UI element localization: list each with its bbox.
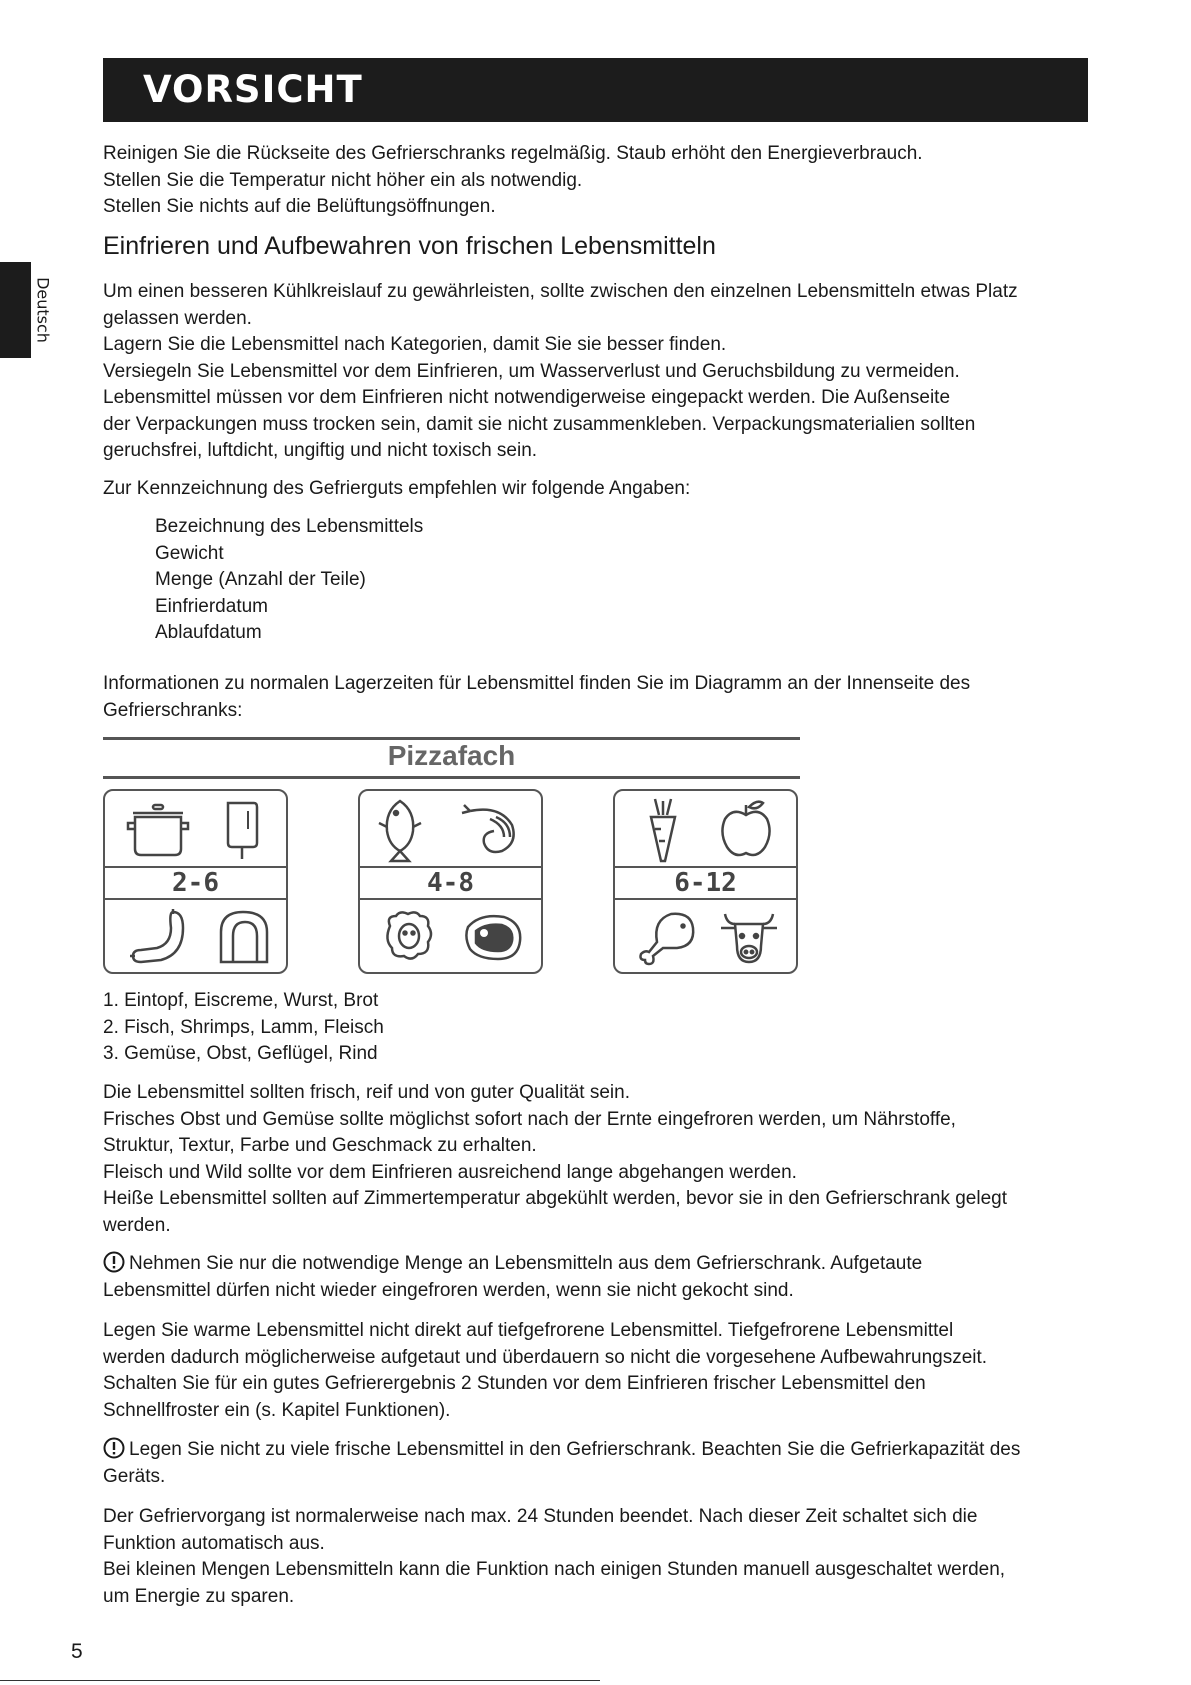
chicken-leg-icon [637, 906, 703, 968]
paragraph-storage [103, 279, 1093, 465]
label-list [155, 514, 423, 647]
paragraph-quality [103, 1080, 1093, 1239]
intro-line: Stellen Sie nichts auf die Belüftungsöffnungen. [103, 196, 496, 217]
intro-line: Stellen Sie die Temperatur nicht höher ein als notwendig. [103, 169, 583, 191]
storage-box-1 [103, 789, 288, 974]
text-line: Schalten Sie für ein gutes Gefrierergebnis 2 Stunden vor dem Einfrieren frischer Lebensmittel den [103, 1373, 926, 1394]
legend-item: 3. Gemüse, Obst, Geflügel, Rind [103, 1043, 378, 1064]
language-tab [0, 262, 56, 358]
warning-thaw [103, 1251, 1093, 1304]
paragraph-freezing-time [103, 1504, 1093, 1610]
bread-icon [215, 906, 275, 968]
apple-icon [715, 797, 777, 863]
carrot-icon [643, 795, 683, 865]
text-line: Um einen besseren Kühlkreislauf zu gewährleisten, sollte zwischen den einzelnen Lebensmitteln etwas Platz [103, 281, 1018, 302]
storage-box-2 [358, 789, 543, 974]
fish-icon [375, 797, 425, 865]
chart-legend [103, 988, 1093, 1068]
storage-box-3 [613, 789, 798, 974]
intro-line: Reinigen Sie die Rückseite des Gefrierschranks regelmäßig. Staub erhöht den Energieverbrauch. [103, 143, 923, 164]
pot-icon [123, 799, 193, 861]
text-line: Frisches Obst und Gemüse sollte möglichst sofort nach der Ernte eingefroren werden, um Nährstoffe, [103, 1108, 956, 1130]
intro-text [103, 141, 1093, 221]
chart-title: Pizzafach [387, 740, 516, 771]
text-line: Lagern Sie die Lebensmittel nach Kategorien, damit Sie sie besser finden. [103, 334, 727, 355]
chart-bottom-rule [103, 776, 800, 779]
warning-icon [103, 1437, 125, 1459]
caution-banner [103, 58, 1088, 122]
sheep-icon [378, 906, 440, 968]
banner-title: VORSICHT [143, 68, 363, 111]
text-line: Gefrierschranks: [103, 699, 243, 721]
text-line: Die Lebensmittel sollten frisch, reif und von guter Qualität sein. [103, 1082, 630, 1103]
text-line: um Energie zu sparen. [103, 1585, 295, 1607]
text-line: geruchsfrei, luftdicht, ungiftig und nicht toxisch sein. [103, 440, 538, 461]
footer-rule [0, 1680, 600, 1681]
meat-icon [460, 909, 526, 965]
legend-item: 2. Fisch, Shrimps, Lamm, Fleisch [103, 1016, 384, 1038]
paragraph-warm-food [103, 1318, 1093, 1424]
page-number: 5 [71, 1640, 83, 1663]
text-line: der Verpackungen muss trocken sein, damit sie nicht zusammenkleben. Verpackungsmaterialien sollten [103, 413, 976, 435]
text-line: Zur Kennzeichnung des Gefrierguts empfehlen wir folgende Angaben: [103, 478, 691, 499]
list-item: Ablaufdatum [155, 622, 262, 643]
section-heading: Einfrieren und Aufbewahren von frischen Lebensmitteln [103, 232, 716, 260]
list-item: Einfrierdatum [155, 595, 268, 617]
text-line: Fleisch und Wild sollte vor dem Einfrieren ausreichend lange abgehangen werden. [103, 1161, 797, 1183]
list-item: Menge (Anzahl der Teile) [155, 569, 366, 590]
cow-icon [717, 906, 781, 968]
text-line: Geräts. [103, 1465, 166, 1487]
warning-icon [103, 1251, 125, 1273]
text-line: Nehmen Sie nur die notwendige Menge an Lebensmitteln aus dem Gefrierschrank. Aufgetaute [129, 1253, 923, 1274]
storage-range: 2-6 [105, 866, 286, 900]
text-line: Der Gefriervorgang ist normalerweise nach max. 24 Stunden beendet. Nach dieser Zeit schaltet sich die [103, 1506, 978, 1527]
text-line: Bei kleinen Mengen Lebensmitteln kann die Funktion nach einigen Stunden manuell ausgeschaltet werden, [103, 1559, 1006, 1580]
text-line: Funktion automatisch aus. [103, 1532, 325, 1554]
list-item: Bezeichnung des Lebensmittels [155, 516, 424, 537]
warning-capacity [103, 1437, 1093, 1490]
shrimp-icon [460, 799, 522, 861]
storage-range: 6-12 [615, 866, 796, 900]
text-line: Schnellfroster ein (s. Kapitel Funktionen). [103, 1399, 451, 1421]
label-intro [103, 476, 1093, 503]
text-line: Informationen zu normalen Lagerzeiten für Lebensmittel finden Sie im Diagramm an der Innenseite des [103, 673, 971, 694]
text-line: Versiegeln Sie Lebensmittel vor dem Einfrieren, um Wasserverlust und Geruchsbildung zu vermeiden. [103, 360, 960, 382]
sausage-icon [127, 906, 197, 968]
text-line: werden. [103, 1214, 171, 1236]
list-item: Gewicht [155, 542, 224, 564]
legend-item: 1. Eintopf, Eiscreme, Wurst, Brot [103, 990, 379, 1011]
text-line: gelassen werden. [103, 307, 252, 329]
language-tab-label: Deutsch [33, 277, 53, 343]
text-line: Legen Sie nicht zu viele frische Lebensmittel in den Gefrierschrank. Beachten Sie die Gefrierkapazität des [129, 1439, 1021, 1460]
text-line: werden dadurch möglicherweise aufgetaut und überdauern so nicht die vorgesehene Aufbewahrungszeit. [103, 1346, 988, 1368]
text-line: Struktur, Textur, Farbe und Geschmack zu erhalten. [103, 1135, 537, 1156]
info-text [103, 671, 1093, 724]
text-line: Legen Sie warme Lebensmittel nicht direkt auf tiefgefrorene Lebensmittel. Tiefgefrorene Lebensmittel [103, 1320, 954, 1341]
text-line: Lebensmittel müssen vor dem Einfrieren nicht notwendigerweise eingepackt werden. Die Außenseite [103, 387, 951, 408]
text-line: Heiße Lebensmittel sollten auf Zimmertemperatur abgekühlt werden, bevor sie in den Gefrierschrank gelegt [103, 1188, 1008, 1209]
text-line: Lebensmittel dürfen nicht wieder eingefroren werden, wenn sie nicht gekocht sind. [103, 1279, 794, 1301]
storage-range: 4-8 [360, 866, 541, 900]
ice-cream-icon [220, 799, 265, 861]
